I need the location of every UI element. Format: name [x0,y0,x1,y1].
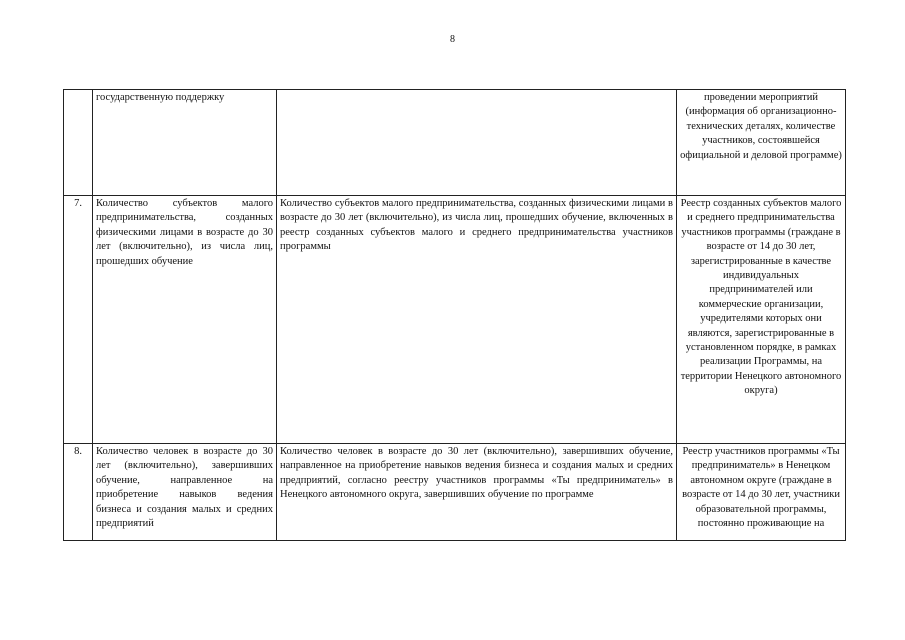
table-row [64,444,846,541]
row-number: 7. [64,196,93,444]
table-row [64,90,846,196]
indicator-name: Количество человек в возрасте до 30 лет (включительно), завершивших обучение, направленное на приобретение навыков ведения бизнеса и создания малых и средних предприятий [93,444,277,541]
indicator-definition: Количество человек в возрасте до 30 лет (включительно), завершивших обучение, направленное на приобретение навыков ведения бизнеса и создания малых и средних предприятий, согласно реестру участников программы «Ты предприниматель» в Ненецкого автономного округа, завершивших обучение по программе [277,444,677,541]
page-number: 8 [450,34,455,45]
indicator-name: Количество субъектов малого предпринимательства, созданных физическими лицами в возрасте до 30 лет (включительно), из числа лиц, прошедших обучение [93,196,277,444]
indicators-table [63,89,846,541]
indicator-definition [277,90,677,196]
indicator-name: государственную поддержку [93,90,277,196]
data-source: Реестр созданных субъектов малого и среднего предпринимательства участников программы (граждане в возрасте от 14 до 30 лет, зарегистрированные в качестве индивидуальных предпринимателей или коммерческие организации, учредителями которых они являются, зарегистрированные в установленном порядке, в рамках реализации Программы, на территории Ненецкого автономного округа) [677,196,846,444]
table-row [64,196,846,444]
indicator-definition: Количество субъектов малого предпринимательства, созданных физическими лицами в возрасте до 30 лет (включительно), из числа лиц, прошедших обучение, включенных в реестр созданных субъектов малого и среднего предпринимательства участников программы [277,196,677,444]
data-source: Реестр участников программы «Ты предприниматель» в Ненецком автономном округе (граждане в возрасте от 14 до 30 лет, участники образовательной программы, постоянно проживающие на [677,444,846,541]
row-number: 8. [64,444,93,541]
row-number [64,90,93,196]
data-source: проведении мероприятий (информация об организационно-технических деталях, количестве участников, состоявшейся официальной и деловой программе) [677,90,846,196]
